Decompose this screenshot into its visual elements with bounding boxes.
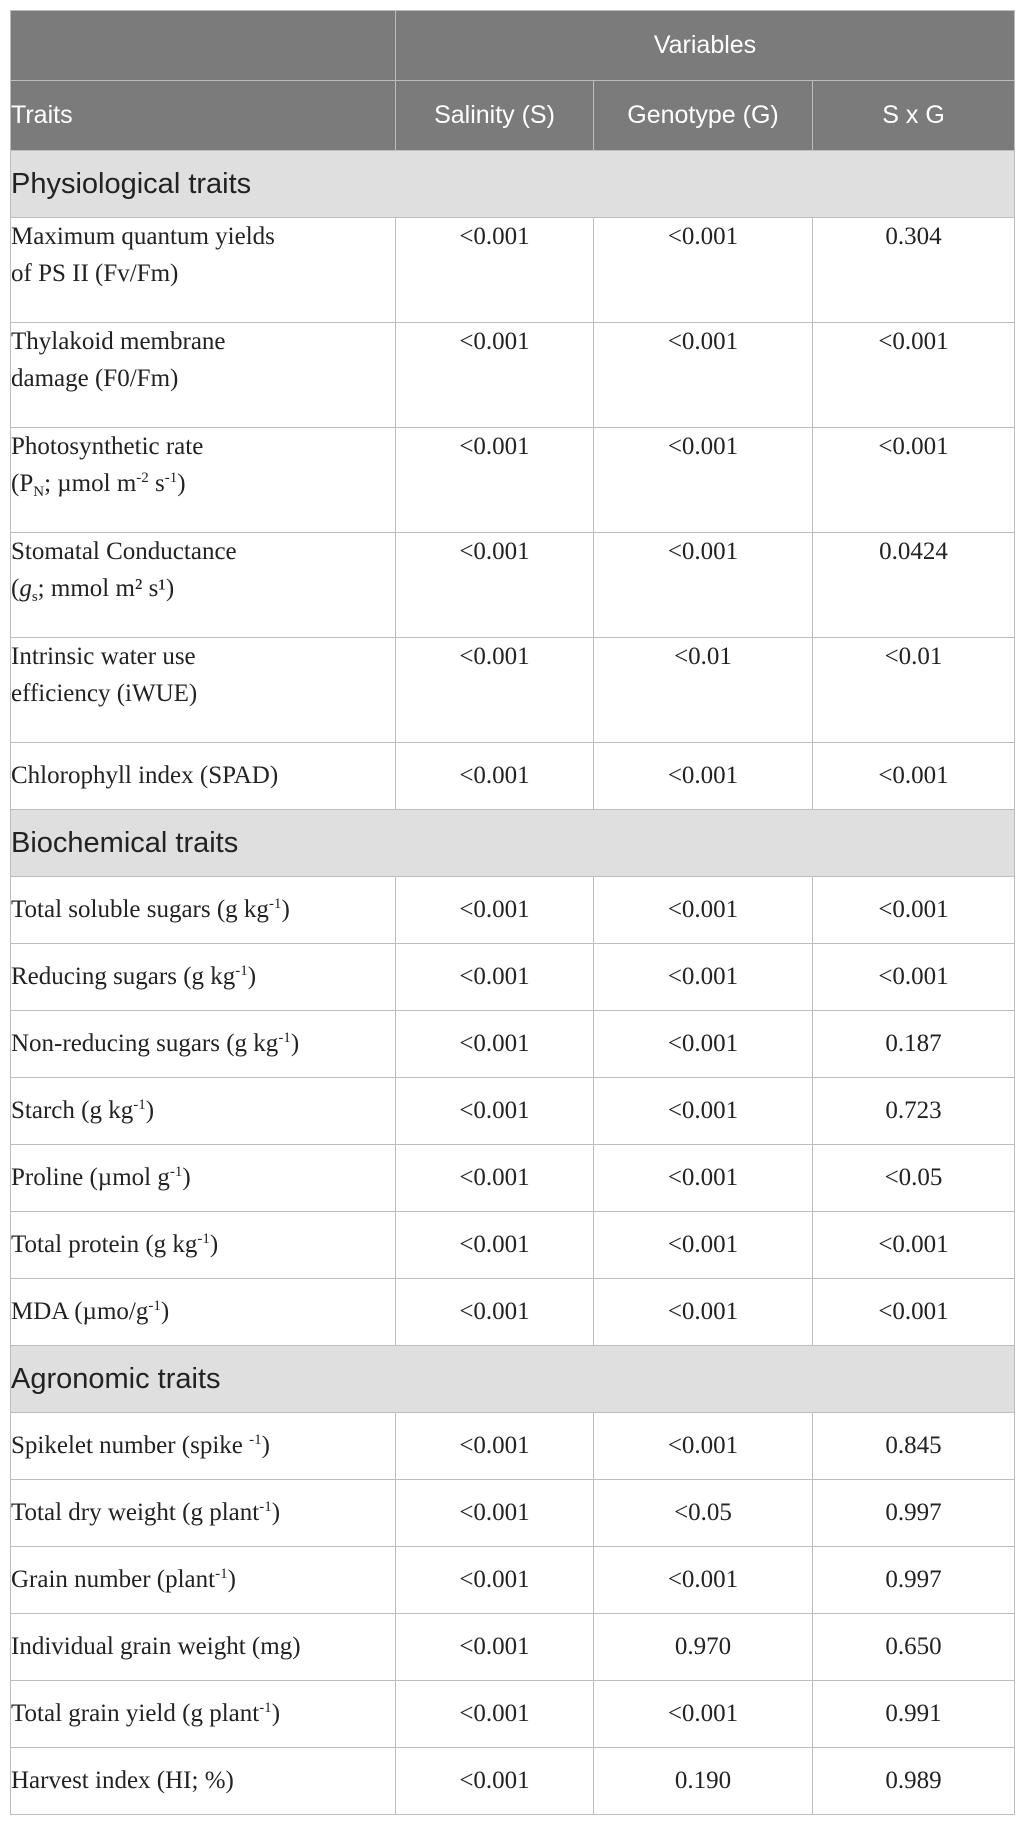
table-row xyxy=(11,1681,1015,1748)
interaction-value: <0.001 xyxy=(813,323,1015,428)
interaction-value: 0.650 xyxy=(813,1614,1015,1681)
interaction-value: <0.001 xyxy=(813,743,1015,810)
trait-text: Total soluble sugars (g kg xyxy=(11,896,269,923)
salinity-value: <0.001 xyxy=(396,1413,594,1480)
salinity-value: <0.001 xyxy=(396,877,594,944)
trait-text: ; mmol m² s¹) xyxy=(37,575,175,602)
header-variables: Variables xyxy=(396,11,1015,81)
genotype-value: <0.001 xyxy=(594,1681,813,1748)
genotype-value: 0.190 xyxy=(594,1748,813,1815)
trait-text: (P xyxy=(11,470,34,497)
trait-line: efficiency (iWUE) xyxy=(11,680,198,707)
table-row xyxy=(11,1279,1015,1346)
salinity-value: <0.001 xyxy=(396,944,594,1011)
salinity-value: <0.001 xyxy=(396,1145,594,1212)
interaction-value: <0.05 xyxy=(813,1145,1015,1212)
trait-text: Grain number (plant xyxy=(11,1566,216,1593)
trait-cell: Harvest index (HI; %) xyxy=(11,1748,396,1815)
trait-superscript: -1 xyxy=(164,470,178,486)
trait-text: s xyxy=(148,470,165,497)
genotype-value: <0.01 xyxy=(594,638,813,743)
trait-italic: g xyxy=(19,575,32,602)
trait-line: Intrinsic water use xyxy=(11,643,196,670)
trait-line: Maximum quantum yields xyxy=(11,223,275,250)
table-row xyxy=(11,323,1015,428)
interaction-value: 0.989 xyxy=(813,1748,1015,1815)
interaction-value: <0.01 xyxy=(813,638,1015,743)
trait-text: ) xyxy=(261,1432,270,1459)
trait-cell xyxy=(11,1547,396,1614)
salinity-value: <0.001 xyxy=(396,218,594,323)
genotype-value: <0.001 xyxy=(594,428,813,533)
interaction-value: 0.991 xyxy=(813,1681,1015,1748)
salinity-value: <0.001 xyxy=(396,323,594,428)
table-row xyxy=(11,1212,1015,1279)
interaction-value: 0.845 xyxy=(813,1413,1015,1480)
trait-superscript: -1 xyxy=(215,1566,228,1582)
trait-cell xyxy=(11,1480,396,1547)
trait-superscript: -1 xyxy=(235,963,248,979)
trait-text: ) xyxy=(290,1030,300,1057)
trait-text: Total dry weight (g plant xyxy=(11,1499,260,1526)
anova-results-table xyxy=(10,10,1015,1815)
salinity-value: <0.001 xyxy=(396,1212,594,1279)
genotype-value: <0.001 xyxy=(594,218,813,323)
salinity-value: <0.001 xyxy=(396,533,594,638)
trait-cell xyxy=(11,877,396,944)
trait-cell xyxy=(11,1681,396,1748)
trait-text: ) xyxy=(160,1298,170,1325)
interaction-value: <0.001 xyxy=(813,1279,1015,1346)
trait-cell xyxy=(11,1212,396,1279)
salinity-value: <0.001 xyxy=(396,743,594,810)
trait-cell xyxy=(11,533,396,638)
header-genotype: Genotype (G) xyxy=(594,81,813,151)
salinity-value: <0.001 xyxy=(396,1078,594,1145)
genotype-value: <0.001 xyxy=(594,1413,813,1480)
genotype-value: <0.05 xyxy=(594,1480,813,1547)
genotype-value: <0.001 xyxy=(594,1078,813,1145)
trait-subscript: N xyxy=(33,484,45,500)
section-row-biochemical xyxy=(11,810,1015,877)
salinity-value: <0.001 xyxy=(396,1011,594,1078)
salinity-value: <0.001 xyxy=(396,1681,594,1748)
interaction-value: 0.187 xyxy=(813,1011,1015,1078)
trait-cell xyxy=(11,323,396,428)
interaction-value: 0.997 xyxy=(813,1480,1015,1547)
trait-superscript: -1 xyxy=(133,1097,146,1113)
header-blank-cell xyxy=(11,11,396,81)
interaction-value: <0.001 xyxy=(813,944,1015,1011)
table-row xyxy=(11,1078,1015,1145)
genotype-value: <0.001 xyxy=(594,1279,813,1346)
header-row-columns xyxy=(11,81,1015,151)
trait-text: Reducing sugars (g kg xyxy=(11,963,236,990)
trait-text: Spikelet number (spike xyxy=(11,1432,250,1459)
salinity-value: <0.001 xyxy=(396,1748,594,1815)
genotype-value: <0.001 xyxy=(594,533,813,638)
table-row xyxy=(11,1011,1015,1078)
table-row xyxy=(11,1748,1015,1815)
header-row-variables xyxy=(11,11,1015,81)
section-row-agronomic xyxy=(11,1346,1015,1413)
salinity-value: <0.001 xyxy=(396,638,594,743)
trait-superscript: -1 xyxy=(197,1231,210,1247)
salinity-value: <0.001 xyxy=(396,1480,594,1547)
trait-text: ) xyxy=(271,1499,281,1526)
trait-text: MDA (µmo/g xyxy=(11,1298,149,1325)
trait-text: ( xyxy=(11,575,20,602)
trait-text: ) xyxy=(177,470,186,497)
interaction-value: <0.001 xyxy=(813,1212,1015,1279)
trait-cell xyxy=(11,428,396,533)
table-row xyxy=(11,533,1015,638)
header-interaction: S x G xyxy=(813,81,1015,151)
trait-cell xyxy=(11,944,396,1011)
trait-text: ) xyxy=(227,1566,236,1593)
trait-superscript: -1 xyxy=(259,1700,272,1716)
trait-superscript: -1 xyxy=(278,1030,291,1046)
trait-text: Total protein (g kg xyxy=(11,1231,198,1258)
salinity-value: <0.001 xyxy=(396,1614,594,1681)
trait-text: Proline (µmol g xyxy=(11,1164,170,1191)
table-row xyxy=(11,218,1015,323)
interaction-value: 0.723 xyxy=(813,1078,1015,1145)
table-row xyxy=(11,428,1015,533)
interaction-value: 0.997 xyxy=(813,1547,1015,1614)
trait-text: Starch (g kg xyxy=(11,1097,134,1124)
genotype-value: 0.970 xyxy=(594,1614,813,1681)
header-traits: Traits xyxy=(11,81,396,151)
interaction-value: <0.001 xyxy=(813,877,1015,944)
section-row-physiological xyxy=(11,151,1015,218)
genotype-value: <0.001 xyxy=(594,1212,813,1279)
trait-cell: Chlorophyll index (SPAD) xyxy=(11,743,396,810)
genotype-value: <0.001 xyxy=(594,323,813,428)
header-salinity: Salinity (S) xyxy=(396,81,594,151)
trait-superscript: -1 xyxy=(169,1164,183,1180)
trait-text: ) xyxy=(247,963,257,990)
genotype-value: <0.001 xyxy=(594,877,813,944)
trait-text: ) xyxy=(281,896,290,923)
trait-subscript: s xyxy=(31,589,38,605)
genotype-value: <0.001 xyxy=(594,1547,813,1614)
interaction-value: 0.304 xyxy=(813,218,1015,323)
trait-cell xyxy=(11,1413,396,1480)
trait-cell xyxy=(11,1145,396,1212)
trait-text: ; µmol m xyxy=(44,470,137,497)
genotype-value: <0.001 xyxy=(594,1011,813,1078)
trait-cell xyxy=(11,1011,396,1078)
trait-cell xyxy=(11,218,396,323)
trait-text: ) xyxy=(209,1231,219,1258)
trait-cell xyxy=(11,638,396,743)
trait-cell xyxy=(11,1078,396,1145)
trait-superscript: -2 xyxy=(136,470,149,486)
table-row xyxy=(11,638,1015,743)
trait-cell: Individual grain weight (mg) xyxy=(11,1614,396,1681)
trait-cell xyxy=(11,1279,396,1346)
salinity-value: <0.001 xyxy=(396,1547,594,1614)
table-row xyxy=(11,743,1015,810)
trait-line: Stomatal Conductance xyxy=(11,538,237,565)
genotype-value: <0.001 xyxy=(594,1145,813,1212)
trait-text: ) xyxy=(182,1164,191,1191)
trait-superscript: -1 xyxy=(249,1432,262,1448)
section-title-agronomic: Agronomic traits xyxy=(11,1346,1015,1413)
trait-line: damage (F0/Fm) xyxy=(11,365,179,392)
table-row xyxy=(11,1614,1015,1681)
genotype-value: <0.001 xyxy=(594,743,813,810)
trait-text: ) xyxy=(271,1700,281,1727)
interaction-value: <0.001 xyxy=(813,428,1015,533)
section-title-biochemical: Biochemical traits xyxy=(11,810,1015,877)
salinity-value: <0.001 xyxy=(396,1279,594,1346)
trait-text: Non-reducing sugars (g kg xyxy=(11,1030,279,1057)
trait-line: Thylakoid membrane xyxy=(11,328,226,355)
table-row xyxy=(11,1413,1015,1480)
trait-text: Total grain yield (g plant xyxy=(11,1700,260,1727)
table-row xyxy=(11,1547,1015,1614)
interaction-value: 0.0424 xyxy=(813,533,1015,638)
trait-superscript: -1 xyxy=(259,1499,272,1515)
table-row xyxy=(11,944,1015,1011)
section-title-physiological: Physiological traits xyxy=(11,151,1015,218)
table-row xyxy=(11,877,1015,944)
genotype-value: <0.001 xyxy=(594,944,813,1011)
trait-text: ) xyxy=(145,1097,155,1124)
table-row xyxy=(11,1480,1015,1547)
salinity-value: <0.001 xyxy=(396,428,594,533)
table-row xyxy=(11,1145,1015,1212)
trait-line: Photosynthetic rate xyxy=(11,433,204,460)
trait-superscript: -1 xyxy=(148,1298,161,1314)
trait-superscript: -1 xyxy=(268,896,282,912)
trait-line: of PS II (Fv/Fm) xyxy=(11,260,179,287)
